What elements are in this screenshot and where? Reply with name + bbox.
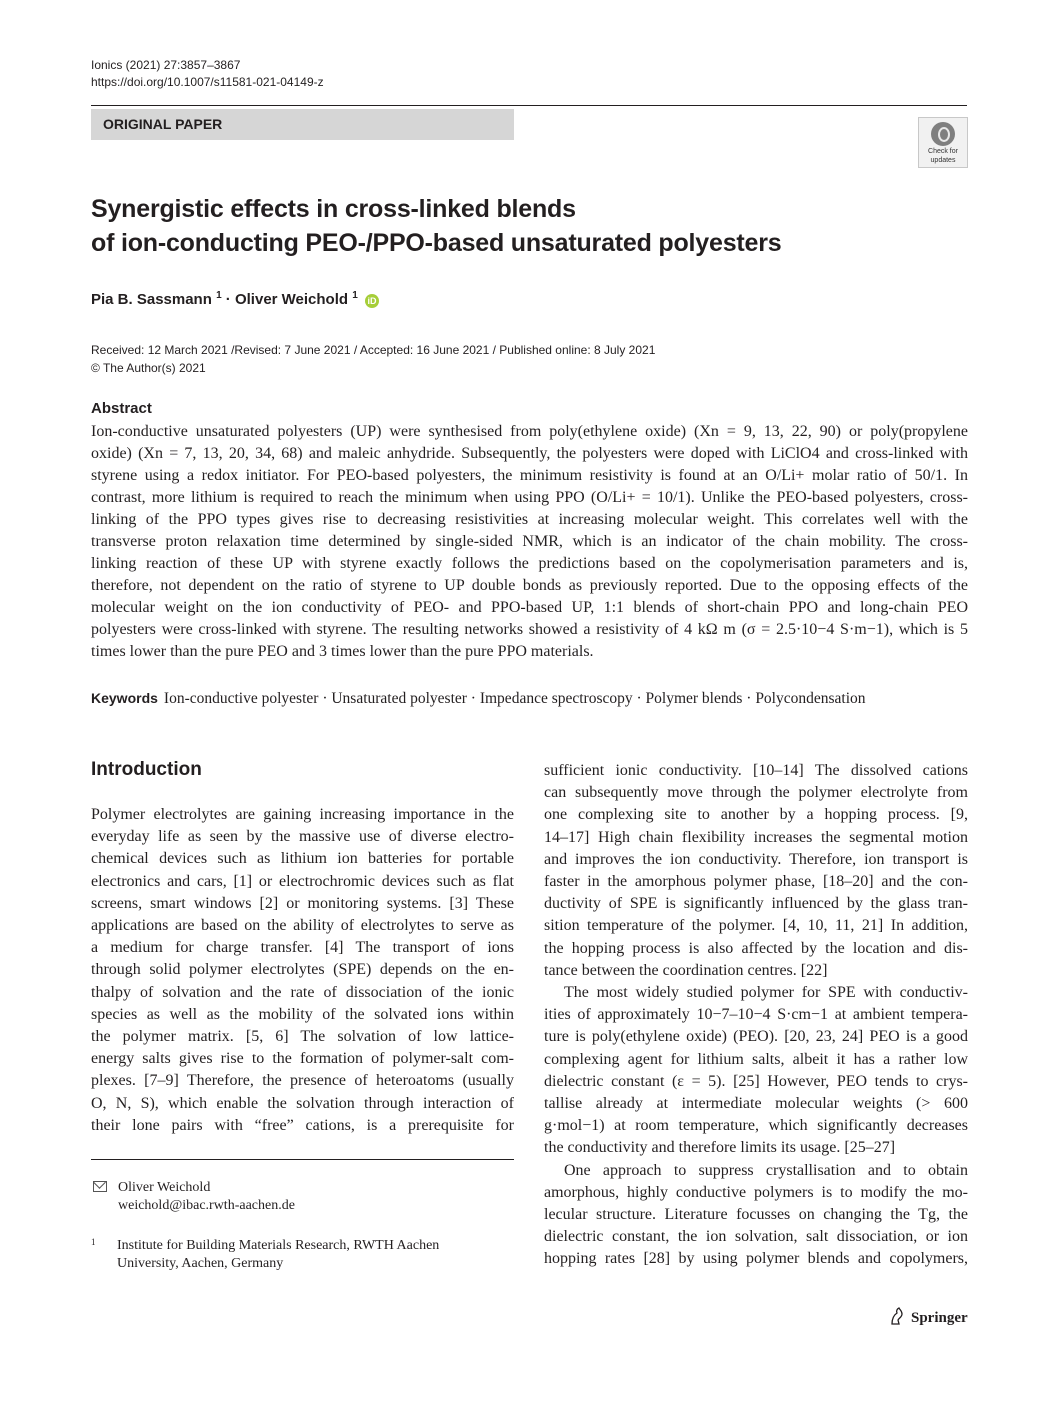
- paragraph-line: lecular structure. Literature focusses on changing the Tg, the: [544, 1206, 968, 1224]
- paragraph-line: amorphous, highly conductive polymers is to modify the mo-: [544, 1183, 968, 1201]
- abstract-line: Ion-conductive unsaturated polyesters (UP) were synthesised from poly(ethylene oxide) (Xn = 9, 13, 22, 90) or poly(propylene: [91, 423, 968, 440]
- title-line-2: of ion-conducting PEO-/PPO-based unsaturated polyesters: [91, 229, 782, 257]
- article-type-banner: ORIGINAL PAPER: [91, 109, 514, 140]
- badge-line1: Check for: [928, 148, 958, 155]
- footnote-rule: [91, 1159, 514, 1160]
- author-affiliation-mark: 1: [216, 290, 222, 301]
- author-name[interactable]: Oliver Weichold: [234, 291, 349, 308]
- header-rule: [91, 105, 967, 106]
- paragraph-line: ities of approximately 10−7–10−4 S·cm−1 at ambient tempera-: [544, 1006, 968, 1024]
- journal-citation: Ionics (2021) 27:3857–3867: [91, 58, 241, 72]
- paragraph-line: electronics and cars, [1] or electrochromic devices such as flat: [91, 872, 514, 890]
- publisher-name: Springer: [911, 1310, 968, 1326]
- badge-line2: updates: [930, 157, 956, 164]
- title-line-1: Synergistic effects in cross-linked blends: [91, 195, 576, 223]
- paragraph-line: complexing agent for lithium salts, albeit it has a rather low: [544, 1050, 968, 1068]
- paragraph-line: Polymer electrolytes are gaining increasing importance in the: [91, 806, 514, 823]
- paragraph-line: a medium for charge transfer. [4] The transport of ions: [91, 939, 514, 957]
- abstract-line: transverse proton relaxation time determined by single-sided NMR, which is an indicator of the chain mobility. The cross-: [91, 533, 968, 550]
- contact-email[interactable]: weichold@ibac.rwth-aachen.de: [118, 1198, 295, 1213]
- publisher-logo: [889, 1306, 968, 1330]
- abstract-line: polyesters were cross-linked with styrene. The resulting networks showed a resistivity of 4 kΩ m (σ = 2.5·10−4 S·m−1), which is 5: [91, 621, 968, 638]
- paragraph-line: chemical devices such as lithium ion batteries for portable: [91, 850, 514, 868]
- paragraph-line: g·mol−1) at room temperature, which significantly decreases: [544, 1117, 968, 1135]
- abstract-line: styrene using a redox initiator. For PEO-based polyesters, the minimum resistivity is found at an O/Li+ molar ratio of 50/1. In: [91, 467, 968, 484]
- paragraph-line: dielectric constant (ε = 5). [25] However, PEO tends to crys-: [544, 1072, 968, 1090]
- copyright-line: © The Author(s) 2021: [91, 361, 206, 375]
- abstract-line: contrast, more lithium is required to reach the minimum when using PPO (O/Li+ = 10/1). Unlike the PEO-based polyesters, cross-: [91, 489, 968, 506]
- introduction-heading: Introduction: [91, 759, 202, 780]
- article-history: [91, 341, 655, 377]
- paragraph-line: One approach to suppress crystallisation and to obtain: [564, 1161, 968, 1179]
- abstract-line: linking of the PPO types gives rise to decreasing resistivities at increasing molecular weight. This correlates well with the: [91, 511, 968, 528]
- paragraph-line: the polymer matrix. [5, 6] The solvation of low lattice-: [91, 1028, 514, 1046]
- abstract-body: [91, 421, 968, 663]
- paragraph-line: one complexing site to another by a hopping process. [9,: [544, 806, 968, 824]
- paragraph-line: energy salts gives rise to the formation of polymer-salt com-: [91, 1050, 514, 1068]
- check-for-updates-badge[interactable]: [918, 117, 968, 168]
- author-affiliation-mark: 1: [352, 290, 358, 301]
- paragraph-line: ductivity of SPE is significantly influenced by the glass tran-: [544, 895, 968, 913]
- paragraph-line: applications are based on the ability of electrolytes to serve as: [91, 917, 514, 935]
- contact-name: Oliver Weichold: [118, 1180, 211, 1195]
- paragraph-line: through solid polymer electrolytes (SPE) depends on the en-: [91, 961, 514, 979]
- envelope-icon: [93, 1181, 107, 1192]
- paragraph-line: faster in the amorphous polymer phase, [18–20] and the con-: [544, 873, 968, 891]
- abstract-line: molecular weight on the ion conductivity of PEO- and PPO-based UP, 1:1 blends of short-chain PPO and long-chain PEO: [91, 599, 968, 616]
- abstract-line: therefore, not dependent on the ratio of styrene to UP double bonds as previously reported. Due to the opposing effects of the: [91, 577, 968, 594]
- paragraph-line: plexes. [7–9] Therefore, the presence of heteroatoms (usually: [91, 1072, 514, 1090]
- paragraph-line: O, N, S), which enable the solvation through interaction of: [91, 1094, 514, 1112]
- keywords-list: Ion-conductive polyester · Unsaturated polyester · Impedance spectroscopy · Polymer blends · Polycondensation: [163, 690, 866, 707]
- intro-left-column: [91, 804, 514, 1137]
- paragraph-line: sufficient ionic conductivity. [10–14] The dissolved cations: [544, 762, 968, 779]
- affiliation-number: 1: [91, 1237, 96, 1247]
- check-updates-icon: [931, 122, 955, 146]
- paragraph-line: tance between the coordination centres. [22]: [544, 961, 828, 979]
- paragraph-line: hopping rates [28] by using polymer blends and copolymers,: [544, 1250, 968, 1268]
- paragraph-line: The most widely studied polymer for SPE with conductiv-: [564, 984, 968, 1002]
- paragraph-line: their lone pairs with “free” cations, is a prerequisite for: [91, 1116, 514, 1134]
- springer-horse-icon: [889, 1307, 905, 1325]
- abstract-line: oxide) (Xn = 7, 13, 20, 34, 68) and maleic anhydride. Subsequently, the polyesters were doped with LiClO4 and cross-linked with: [91, 445, 968, 462]
- affiliation-footnote: [91, 1237, 439, 1273]
- history-dates: Received: 12 March 2021 /Revised: 7 June 2021 / Accepted: 16 June 2021 / Published online: 8 July 2021: [91, 343, 656, 357]
- orcid-icon[interactable]: iD: [365, 294, 379, 308]
- paragraph-line: the hopping process is also affected by the location and dis-: [544, 939, 968, 957]
- affiliation-line: Institute for Building Materials Research, RWTH Aachen: [117, 1238, 440, 1253]
- affiliation-line: University, Aachen, Germany: [117, 1256, 284, 1271]
- paragraph-line: tallise already at intermediate molecular weights (> 600: [544, 1095, 968, 1113]
- keywords-heading: Keywords: [91, 690, 158, 706]
- author-list: [91, 285, 379, 311]
- author-separator: ·: [225, 291, 231, 308]
- paragraph-line: 14–17] High chain flexibility increases the segmental motion: [544, 828, 968, 846]
- intro-right-column: [544, 760, 968, 1271]
- corresponding-author: [91, 1179, 295, 1215]
- paragraph-line: sition temperature of the polymer. [4, 10, 11, 21] In addition,: [544, 917, 968, 935]
- paragraph-line: dielectric constant, the ion solvation, salt dissociation, or ion: [544, 1228, 968, 1246]
- paragraph-line: everyday life as seen by the massive use of diverse electro-: [91, 828, 514, 846]
- paragraph-line: can subsequently move through the polymer electrolyte from: [544, 784, 968, 802]
- paragraph-line: ture is poly(ethylene oxide) (PEO). [20, 23, 24] PEO is a good: [544, 1028, 968, 1046]
- article-title: [91, 192, 891, 260]
- paragraph-line: species as well as the mobility of the solvated ions within: [91, 1005, 514, 1023]
- paragraph-line: the conductivity and therefore limits its usage. [25–27]: [544, 1139, 896, 1157]
- paragraph-line: thalpy of solvation and the rate of dissociation of the ionic: [91, 983, 514, 1001]
- author-name[interactable]: Pia B. Sassmann: [91, 291, 212, 308]
- keywords: [91, 687, 866, 710]
- abstract-heading: Abstract: [91, 400, 152, 417]
- doi-link[interactable]: https://doi.org/10.1007/s11581-021-04149-z: [91, 75, 324, 89]
- paragraph-line: screens, smart windows [2] or monitoring systems. [3] These: [91, 894, 514, 912]
- abstract-line: times lower than the pure PEO and 3 times lower than the pure PPO materials.: [91, 643, 594, 660]
- paragraph-line: and improves the ion conductivity. Therefore, ion transport is: [544, 850, 968, 868]
- abstract-line: linking reaction of these UP with styrene exactly follows the predictions based on the copolymerisation parameters and is,: [91, 555, 968, 572]
- journal-info: [91, 57, 324, 91]
